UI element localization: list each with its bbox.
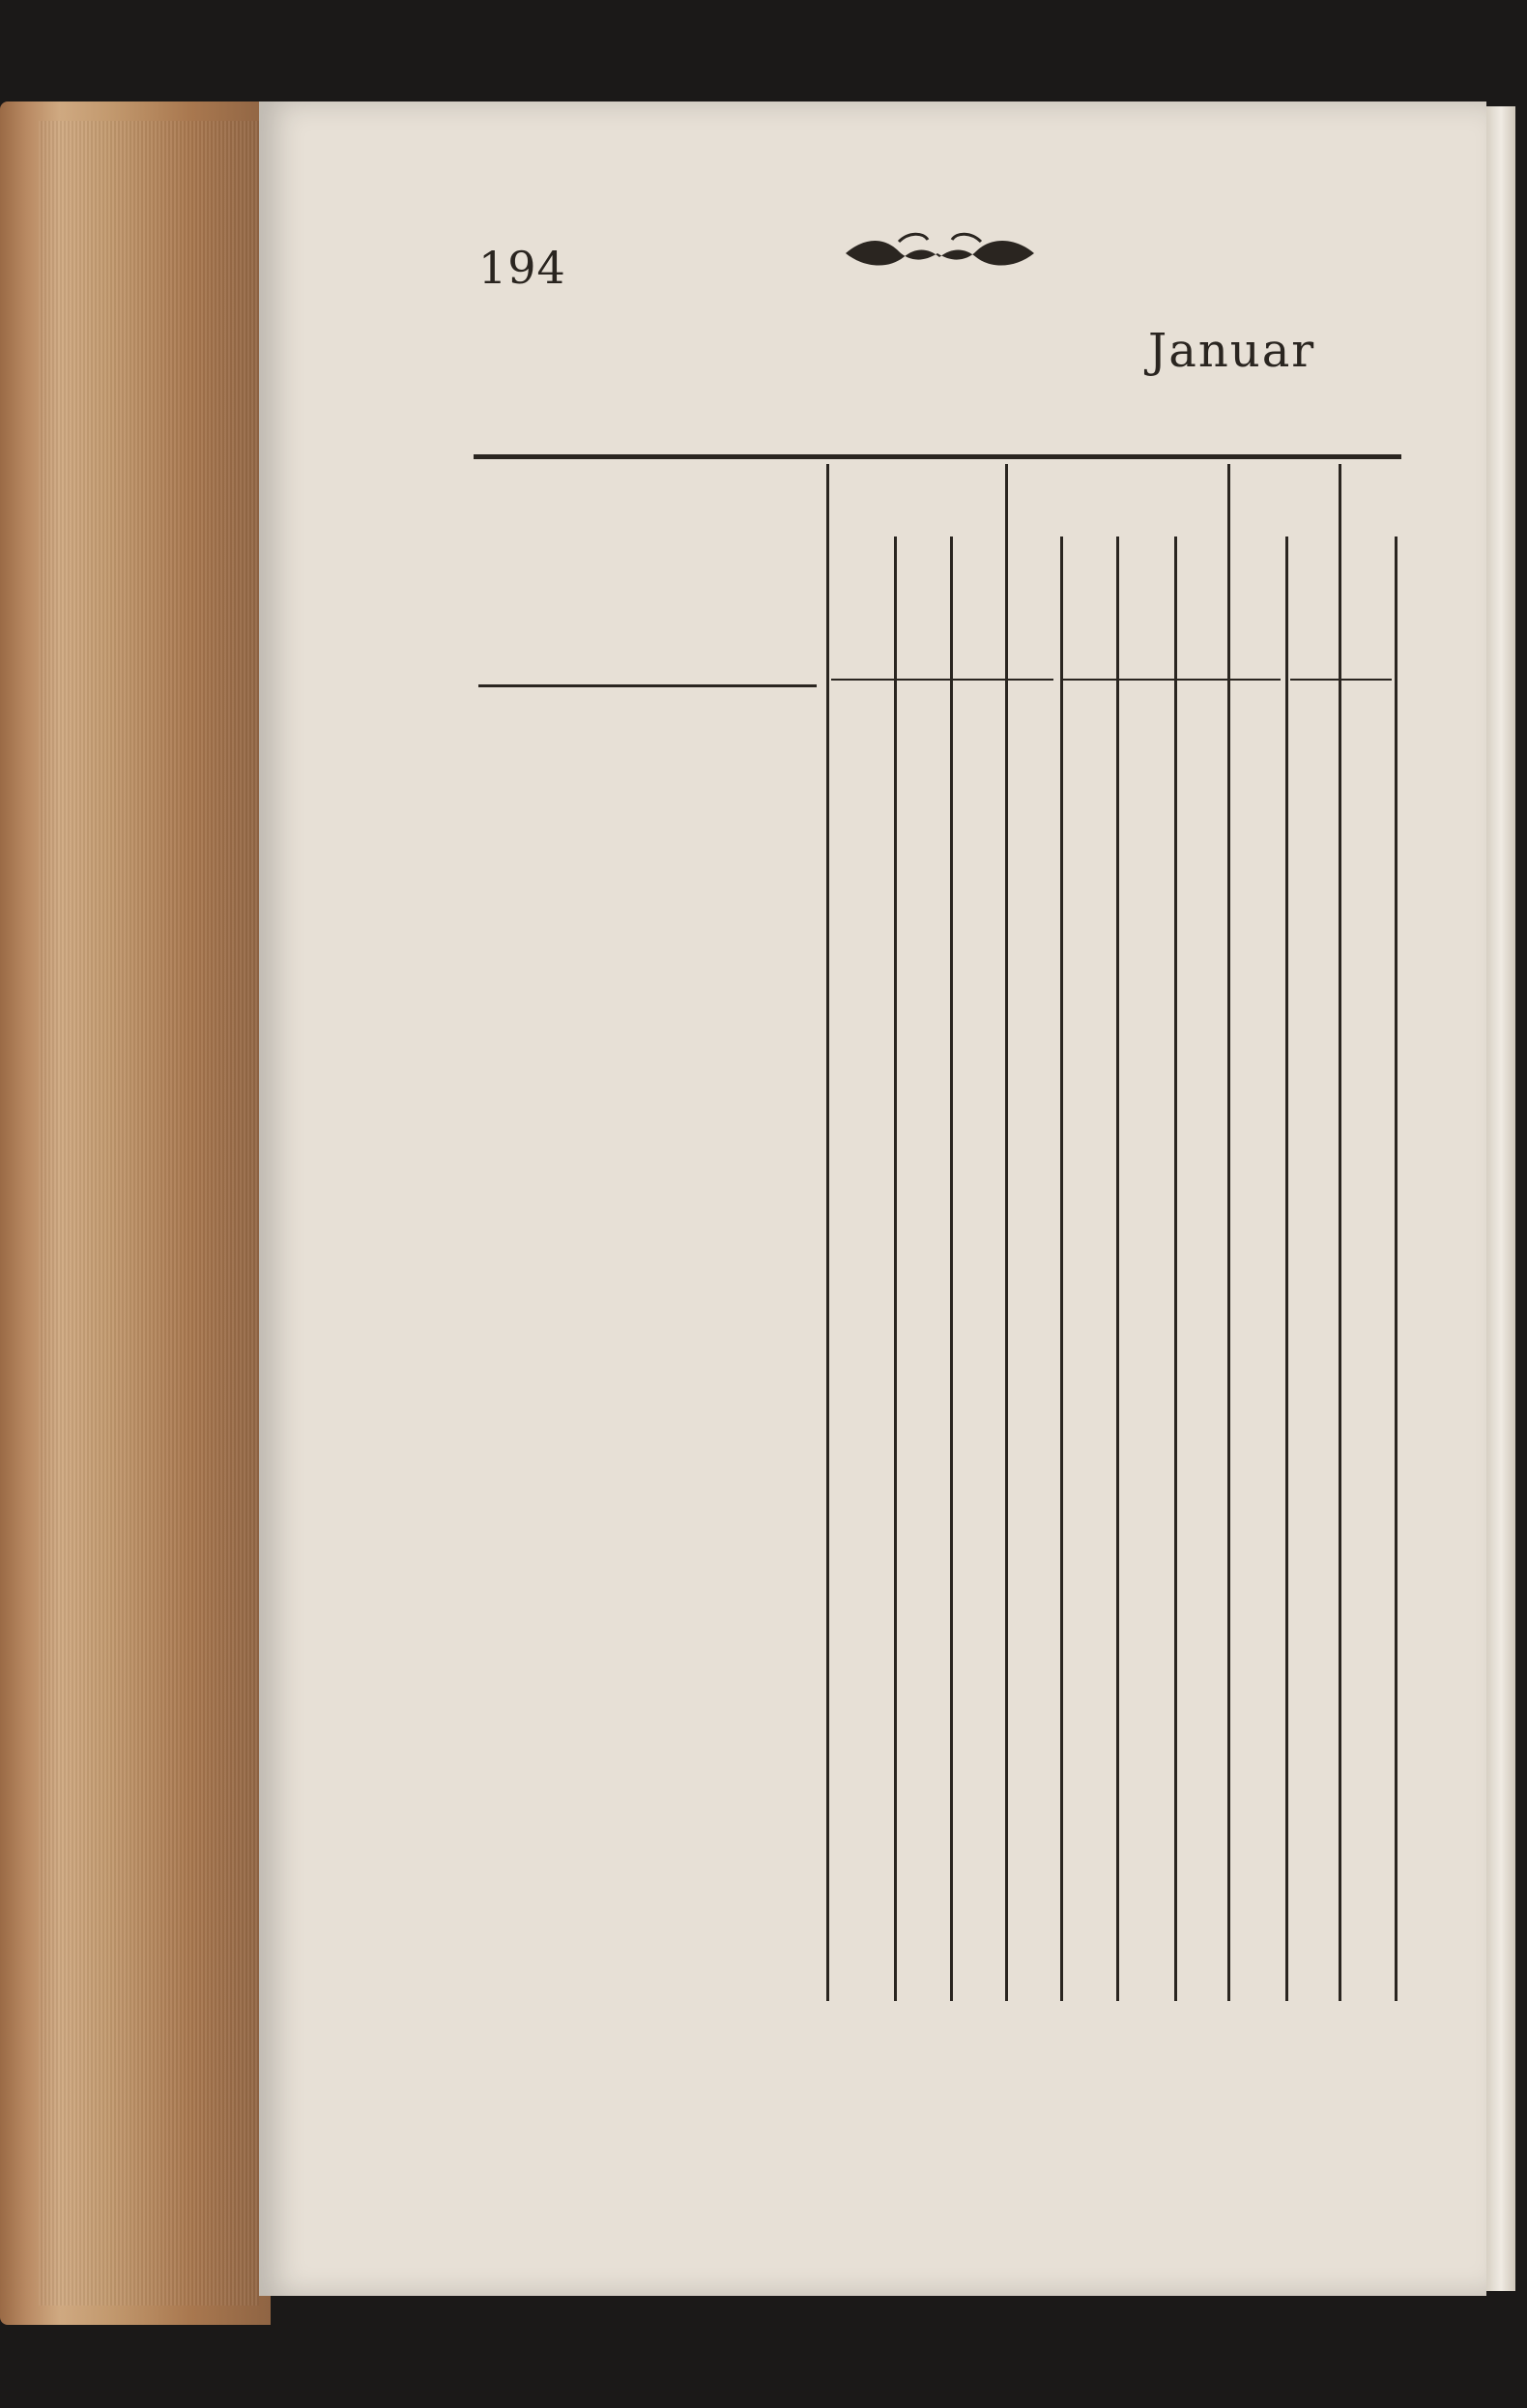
column-line xyxy=(1285,537,1288,2001)
book-page xyxy=(259,102,1486,2296)
column-line xyxy=(1005,464,1008,2001)
pfd-underline xyxy=(1063,679,1281,681)
pfd-underline xyxy=(1290,679,1392,681)
pfd-underline xyxy=(831,679,1053,681)
ornament-icon xyxy=(841,232,1039,276)
column-line xyxy=(1116,537,1119,2001)
table-top-rule xyxy=(474,454,1401,459)
month-heading: Januar xyxy=(1148,324,1316,378)
facing-page-edge xyxy=(1486,106,1515,2291)
page-number: 194 xyxy=(478,242,566,294)
column-line xyxy=(894,537,897,2001)
book-page-edges xyxy=(0,102,271,2325)
column-line xyxy=(1227,464,1230,2001)
column-line xyxy=(950,537,953,2001)
column-line xyxy=(826,464,829,2001)
column-line xyxy=(1060,537,1063,2001)
label-column-rule xyxy=(478,684,817,687)
column-line xyxy=(1395,537,1397,2001)
column-line xyxy=(1174,537,1177,2001)
column-line xyxy=(1339,464,1341,2001)
